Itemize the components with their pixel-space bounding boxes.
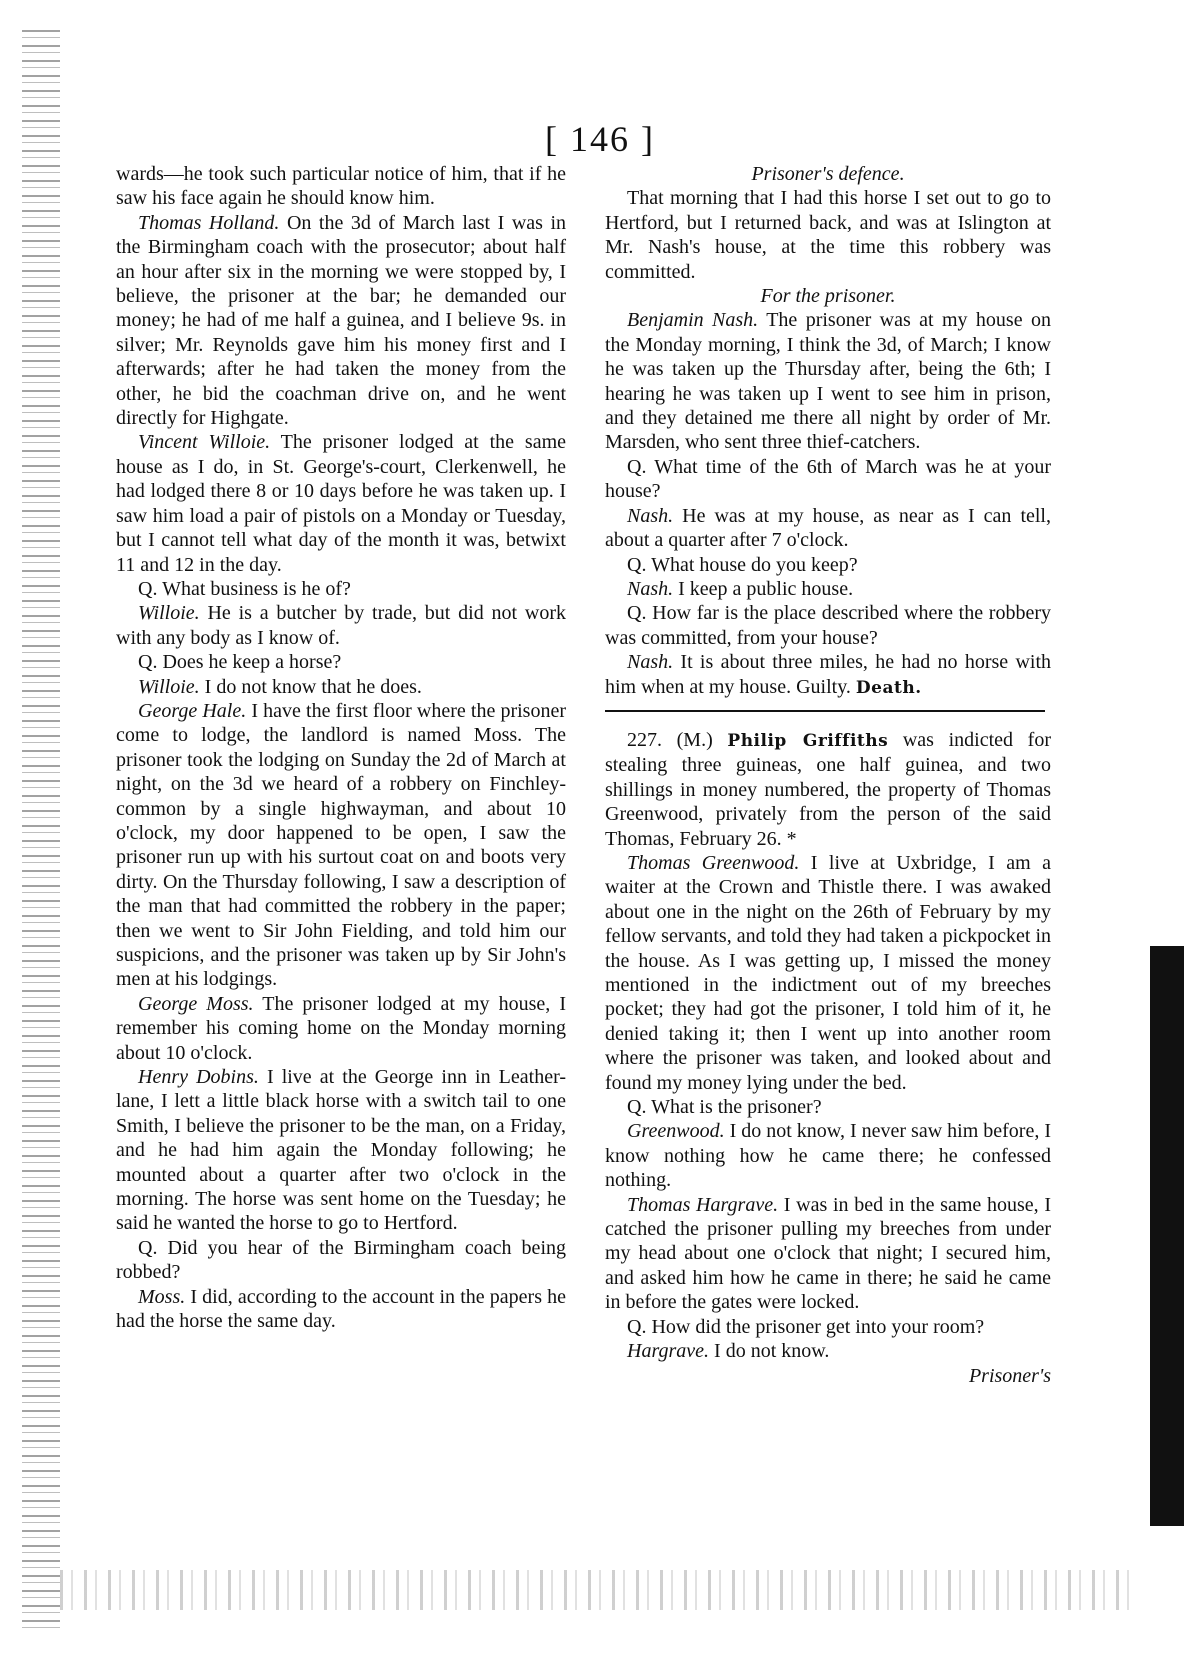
- answer: [605, 577, 1051, 601]
- testimony-paragraph: [116, 992, 566, 1065]
- testimony-text: On the 3d of March last I was in the Birmingham coach with the prosecutor; about half an hour after six in the morning we were stopped by, I believe, the prisoner at the bar; he demanded our money; he had of me half a guinea, and I believe 9s. in silver; Mr. Reynolds gave him his money first and I afterwards; after he had taken the money from the other, he bid the coachman drive on, and he went directly for Highgate.: [116, 211, 567, 430]
- verdict: Death.: [855, 677, 922, 698]
- speaker-name: Greenwood.: [627, 1120, 725, 1143]
- testimony-paragraph: [605, 308, 1051, 454]
- section-heading: Prisoner's defence.: [751, 163, 905, 185]
- speaker-name: Hargrave.: [627, 1340, 710, 1363]
- testimony-text: I live at the George inn in Leather-lane, I lett a little black horse with a switch tail to one Smith, I believe the prisoner to be the man, on a Friday, and he had him again the Monday following; he mounted about a quarter after two o'clock in the morning. The horse was sent home on the Tuesday; he said he wanted the horse to go to Hertford.: [116, 1066, 567, 1235]
- speaker-name: Vincent Willoie.: [138, 431, 271, 454]
- testimony-paragraph: [605, 851, 1051, 1095]
- question: Q. What business is he of?: [138, 577, 351, 600]
- testimony-text: I have the first floor where the prisoner come to lodge, the landlord is named Moss. The prisoner took the lodging on Sunday the 2d of March at night, on the 3d we heard of a robbery on Finchley-common by a single highwayman, and about 10 o'clock, my door happened to be open, I saw the prisoner run up with his surtout coat on and boots very dirty. On the Thursday following, I saw a description of the man that had committed the robbery in the paper; then we went to Sir John Fielding, and told him our suspicions, and the prisoner was taken up by Sir John's men at his lodgings.: [116, 699, 566, 991]
- speaker-name: Willoie.: [138, 602, 200, 625]
- speaker-name: Thomas Holland.: [138, 211, 280, 234]
- question: Q. Does he keep a horse?: [138, 651, 342, 674]
- speaker-name: Nash.: [627, 651, 674, 674]
- testimony-paragraph: [116, 211, 566, 431]
- case-heading: [605, 728, 1051, 851]
- answer-text: I did, according to the account in the papers he had the horse the same day.: [116, 1285, 566, 1333]
- right-column: [605, 162, 1051, 1388]
- speaker-name: George Moss.: [138, 992, 254, 1015]
- case-number: 227. (M.): [627, 728, 728, 751]
- scan-edge-artifact: [22, 30, 60, 1630]
- speaker-name: Nash.: [627, 504, 674, 527]
- scan-bottom-artifact: [60, 1570, 1140, 1610]
- testimony-paragraph: [116, 1065, 566, 1236]
- paragraph: wards—he took such particular notice of him, that if he saw his face again he should know him.: [116, 163, 566, 210]
- page-number: [ 146 ]: [545, 119, 655, 159]
- speaker-name: Thomas Hargrave.: [627, 1193, 779, 1216]
- answer: [116, 1285, 566, 1334]
- question: Q. What time of the 6th of March was he at your house?: [605, 455, 1051, 503]
- speaker-name: Henry Dobins.: [138, 1066, 259, 1089]
- left-column: [116, 162, 566, 1334]
- question: Q. What house do you keep?: [627, 553, 858, 576]
- answer-text: It is about three miles, he had no horse with him when at my house. Guilty.: [605, 651, 1051, 698]
- testimony-paragraph: [116, 430, 566, 576]
- answer-text: I do not know, I never saw him before, I know nothing how he came there; he confessed nothing.: [605, 1120, 1051, 1192]
- speaker-name: George Hale.: [138, 699, 247, 722]
- testimony-text: The prisoner lodged at my house, I remember his coming home on the Monday morning about 10 o'clock.: [116, 992, 566, 1064]
- section-divider: [605, 710, 1045, 712]
- section-heading: For the prisoner.: [760, 285, 896, 308]
- speaker-name: Nash.: [627, 577, 674, 600]
- testimony-text: I live at Uxbridge, I am a waiter at the Crown and Thistle there. I was awaked about one in the night on the 26th of February by my fellow servants, and told they had taken a pickpocket in the house. As I was getting up, I missed the money mentioned in the indictment out of my breeches pocket; they had got the prisoner, I told him of it, he denied taking it; then I went up into another room where the prisoner was taken, and looked about and found my money lying under the bed.: [605, 851, 1052, 1094]
- answer-text: I keep a public house.: [673, 577, 854, 600]
- answer: [605, 650, 1051, 700]
- testimony-paragraph: [605, 1193, 1051, 1315]
- answer-text: I do not know.: [709, 1340, 830, 1363]
- answer: [605, 1119, 1051, 1192]
- question: Q. How did the prisoner get into your room?: [627, 1315, 985, 1338]
- question: Q. Did you hear of the Birmingham coach being robbed?: [116, 1236, 566, 1284]
- testimony-text: I was in bed in the same house, I catched the prisoner pulling my breeches from under my head about one o'clock that night; I secured him, and asked him how he came in there; he said he came in before the gates were locked.: [605, 1193, 1051, 1314]
- catchword: Prisoner's: [968, 1364, 1051, 1387]
- indictment-text: was indicted for stealing three guineas, one half guinea, and two shillings in money numbered, the property of Thomas Greenwood, privately from the person of the said Thomas, February 26. *: [605, 728, 1051, 850]
- question: Q. What is the prisoner?: [627, 1096, 822, 1119]
- testimony-paragraph: [116, 699, 566, 992]
- question: Q. How far is the place described where the robbery was committed, from your house?: [605, 602, 1051, 649]
- answer: [605, 1339, 1051, 1363]
- answer: [605, 504, 1051, 553]
- speaker-name: Moss.: [138, 1285, 186, 1308]
- defence-paragraph: That morning that I had this horse I set out to go to Hertford, but I returned back, and was at Islington at Mr. Nash's house, at the time this robbery was committed.: [605, 187, 1051, 283]
- answer-text: He is a butcher by trade, but did not work with any body as I know of.: [116, 602, 566, 649]
- defendant-name: Philip Griffiths: [727, 730, 889, 751]
- answer: [116, 675, 566, 699]
- answer-text: He was at my house, as near as I can tell, about a quarter after 7 o'clock.: [605, 504, 1051, 552]
- speaker-name: Benjamin Nash.: [627, 309, 759, 332]
- testimony-text: The prisoner lodged at the same house as I do, in St. George's-court, Clerkenwell, he had lodged there 8 or 10 days before he was taken up. I saw him load a pair of pistols on a Monday or Tuesday, but I cannot tell what day of the month it was, betwixt 11 and 12 in the day.: [116, 431, 567, 576]
- testimony-text: The prisoner was at my house on the Monday morning, I think the 3d, of March; I know he was taken up the Thursday after, being the 6th; I hearing he was taken up I went to see him in prison, and they detained me there all night by order of Mr. Marsden, who sent three thief-catchers.: [605, 309, 1051, 454]
- speaker-name: Willoie.: [138, 675, 200, 698]
- answer: [116, 601, 566, 650]
- speaker-name: Thomas Greenwood.: [627, 851, 800, 874]
- scan-margin-bar: [1150, 946, 1184, 1526]
- answer-text: I do not know that he does.: [199, 675, 422, 698]
